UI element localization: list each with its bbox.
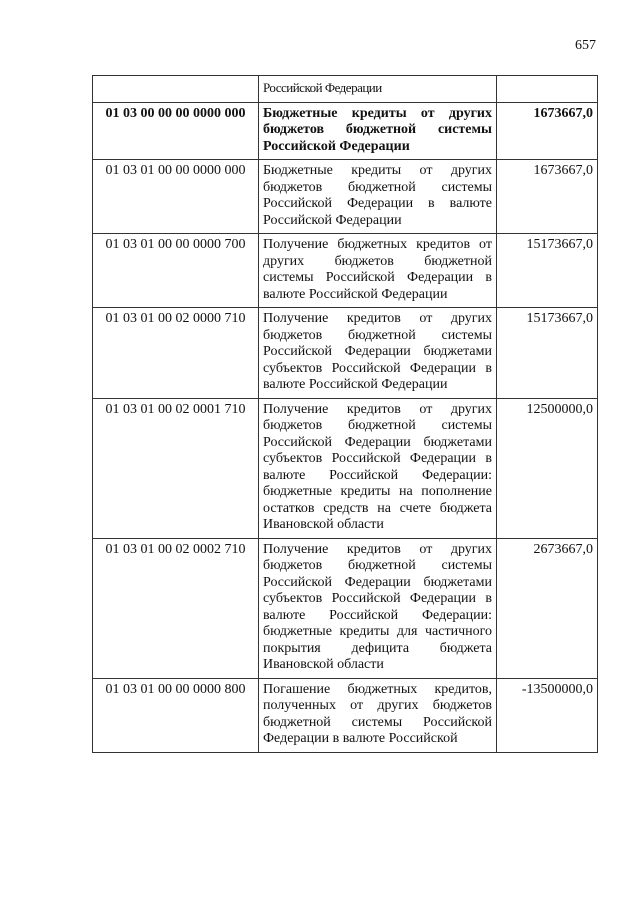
code-cell: 01 03 00 00 00 0000 000 xyxy=(93,102,259,160)
table-row xyxy=(93,398,598,538)
budget-sources-table xyxy=(92,75,598,753)
name-cell: Бюджетные кредиты от других бюджетов бюджетной системы Российской Федерации xyxy=(259,102,497,160)
name-cell: Российской Федерации xyxy=(259,76,497,103)
amount-cell: 1673667,0 xyxy=(497,102,598,160)
table-row xyxy=(93,76,598,103)
code-cell: 01 03 01 00 00 0000 700 xyxy=(93,234,259,308)
table-row xyxy=(93,678,598,752)
amount-cell: 2673667,0 xyxy=(497,538,598,678)
name-cell: Бюджетные кредиты от других бюджетов бюджетной системы Российской Федерации в валюте Российской Федерации xyxy=(259,160,497,234)
table-row xyxy=(93,160,598,234)
table-row xyxy=(93,538,598,678)
name-cell: Погашение бюджетных кредитов, полученных от других бюджетов бюджетной системы Российской Федерации в валюте Российской xyxy=(259,678,497,752)
amount-cell: 1673667,0 xyxy=(497,160,598,234)
code-cell: 01 03 01 00 02 0001 710 xyxy=(93,398,259,538)
amount-cell xyxy=(497,76,598,103)
amount-cell: 15173667,0 xyxy=(497,308,598,399)
page-number: 657 xyxy=(575,38,596,53)
code-cell: 01 03 01 00 00 0000 800 xyxy=(93,678,259,752)
name-cell: Получение кредитов от других бюджетов бюджетной системы Российской Федерации бюджетами субъектов Российской Федерации в валюте Российской Федерации xyxy=(259,308,497,399)
amount-cell: 12500000,0 xyxy=(497,398,598,538)
code-cell: 01 03 01 00 02 0002 710 xyxy=(93,538,259,678)
code-cell xyxy=(93,76,259,103)
name-cell: Получение кредитов от других бюджетов бюджетной системы Российской Федерации бюджетами субъектов Российской Федерации в валюте Российской Федерации: бюджетные кредиты для частичного покрытия дефицита бюджета Ивановской области xyxy=(259,538,497,678)
code-cell: 01 03 01 00 00 0000 000 xyxy=(93,160,259,234)
table-row xyxy=(93,308,598,399)
amount-cell: 15173667,0 xyxy=(497,234,598,308)
name-cell: Получение кредитов от других бюджетов бюджетной системы Российской Федерации бюджетами субъектов Российской Федерации в валюте Российской Федерации: бюджетные кредиты на пополнение остатков средств на счете бюджета Ивановской области xyxy=(259,398,497,538)
name-cell: Получение бюджетных кредитов от других бюджетов бюджетной системы Российской Федерации в валюте Российской Федерации xyxy=(259,234,497,308)
table-row xyxy=(93,234,598,308)
table-body xyxy=(93,76,598,753)
code-cell: 01 03 01 00 02 0000 710 xyxy=(93,308,259,399)
table-row xyxy=(93,102,598,160)
amount-cell: -13500000,0 xyxy=(497,678,598,752)
